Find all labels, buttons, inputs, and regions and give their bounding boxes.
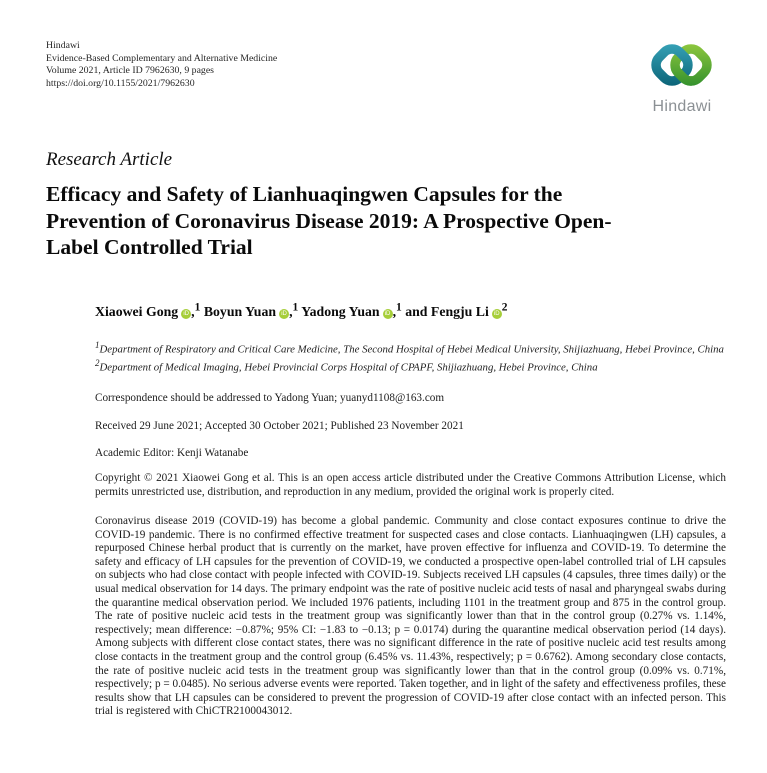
author-name: Boyun Yuan bbox=[203, 303, 277, 319]
author-list bbox=[95, 301, 726, 320]
affiliation bbox=[95, 339, 726, 357]
author-name: and Fengju Li bbox=[405, 303, 489, 319]
author bbox=[405, 301, 508, 319]
hindawi-logo-wordmark: Hindawi bbox=[652, 98, 712, 115]
orcid-icon[interactable]: iD bbox=[383, 309, 393, 319]
publisher-info bbox=[46, 40, 277, 91]
author-name: Yadong Yuan bbox=[301, 303, 380, 319]
hindawi-logo-icon bbox=[646, 37, 718, 92]
orcid-icon[interactable]: iD bbox=[492, 309, 502, 319]
abstract-text: Coronavirus disease 2019 (COVID-19) has become a global pandemic. Community and close contact exposures continue to drive the COVID-19 pandemic. There is no confirmed effective treatment for suspected cases and close contacts. Lianhuaqingwen (LH) capsules, a repurposed Chinese herbal product that is currently on the market, have proven effective for influenza and COVID-19. To determine the safety and efficacy of LH capsules for the prevention of COVID-19, we conducted a prospective open-label controlled trial of LH capsules on subjects who had close contact with people infected with COVID-19. Subjects received LH capsules (4 capsules, three times daily) or the usual medical observation for 14 days. The primary endpoint was the rate of positive nucleic acid tests of nasal and pharyngeal swabs during the quarantine medical observation period. We included 1976 patients, including 1101 in the treatment group and 875 in the control group. The rate of positive nucleic acid tests in the treatment group was significantly lower than that in the control group (0.27% vs. 1.14%, respectively; mean difference: −0.87%; 95% CI: −1.83 to −0.13; p = 0.0174) during the quarantine medical observation period (14 days). Among subjects with different close contact states, there was no significant difference in the rate of positive nucleic acid test results among close contacts in the treatment group and the control group (6.45% vs. 11.43%, respectively; p = 0.6762). Among secondary close contacts, the rate of positive nucleic acid tests in the treatment group was significantly lower than that in the control group (0.09% vs. 0.71%, respectively; p = 0.0485). No serious adverse events were reported. Taken together, and in light of the safety and effectiveness profiles, these results show that LH capsules can be considered to prevent the progression of COVID-19 after close contact with an infected person. This trial is registered with ChiCTR2100043012. bbox=[95, 514, 726, 718]
academic-editor: Academic Editor: Kenji Watanabe bbox=[95, 447, 249, 460]
volume-info: Volume 2021, Article ID 7962630, 9 pages bbox=[46, 65, 214, 77]
author-affiliation-number: 1 bbox=[292, 301, 299, 313]
affiliation bbox=[95, 357, 726, 375]
orcid-icon[interactable]: iD bbox=[181, 309, 191, 319]
correspondence-text: Correspondence should be addressed to Yadong Yuan; bbox=[95, 392, 341, 405]
affiliation-text: Department of Respiratory and Critical Care Medicine, The Second Hospital of Hebei Medical University, Shijiazhuang, Hebei Province, China bbox=[99, 343, 724, 356]
copyright-notice: Copyright © 2021 Xiaowei Gong et al. This is an open access article distributed under the Creative Commons Attribution License, which permits unrestricted use, distribution, and reproduction in any medium, provided the original work is properly cited. bbox=[95, 472, 726, 499]
correspondence-email[interactable]: yuanyd1108@163.com bbox=[340, 392, 445, 405]
author-separator: , bbox=[191, 303, 195, 319]
affiliation-text: Department of Medical Imaging, Hebei Provincial Corps Hospital of CPAPF, Shijiazhuang, Hebei Province, China bbox=[99, 361, 598, 374]
affiliation-number: 2 bbox=[95, 357, 100, 368]
affiliation-list bbox=[95, 339, 726, 376]
article-title: Efficacy and Safety of Lianhuaqingwen Capsules for the Prevention of Coronavirus Disease 2019: A Prospective Open-Label Controlled Trial bbox=[46, 182, 612, 259]
affiliation-number: 1 bbox=[95, 339, 100, 350]
author bbox=[203, 301, 299, 319]
journal-name: Evidence-Based Complementary and Alternative Medicine bbox=[46, 52, 278, 64]
article-type-label: Research Article bbox=[46, 149, 173, 170]
author bbox=[95, 301, 201, 319]
publisher-name: Hindawi bbox=[46, 40, 80, 51]
orcid-icon[interactable]: iD bbox=[279, 309, 289, 319]
hindawi-logo bbox=[644, 37, 720, 116]
author-separator: , bbox=[392, 303, 397, 319]
author-affiliation-number: 1 bbox=[194, 301, 201, 313]
author-affiliation-number: 1 bbox=[396, 301, 402, 313]
correspondence-line bbox=[95, 391, 726, 405]
author-affiliation-number: 2 bbox=[501, 301, 508, 313]
author bbox=[301, 301, 402, 319]
author-name: Xiaowei Gong bbox=[95, 303, 179, 319]
doi-link[interactable]: https://doi.org/10.1155/2021/7962630 bbox=[46, 78, 195, 90]
article-history: Received 29 June 2021; Accepted 30 October 2021; Published 23 November 2021 bbox=[95, 420, 464, 433]
article-meta bbox=[95, 301, 726, 719]
author-separator: , bbox=[289, 303, 293, 319]
